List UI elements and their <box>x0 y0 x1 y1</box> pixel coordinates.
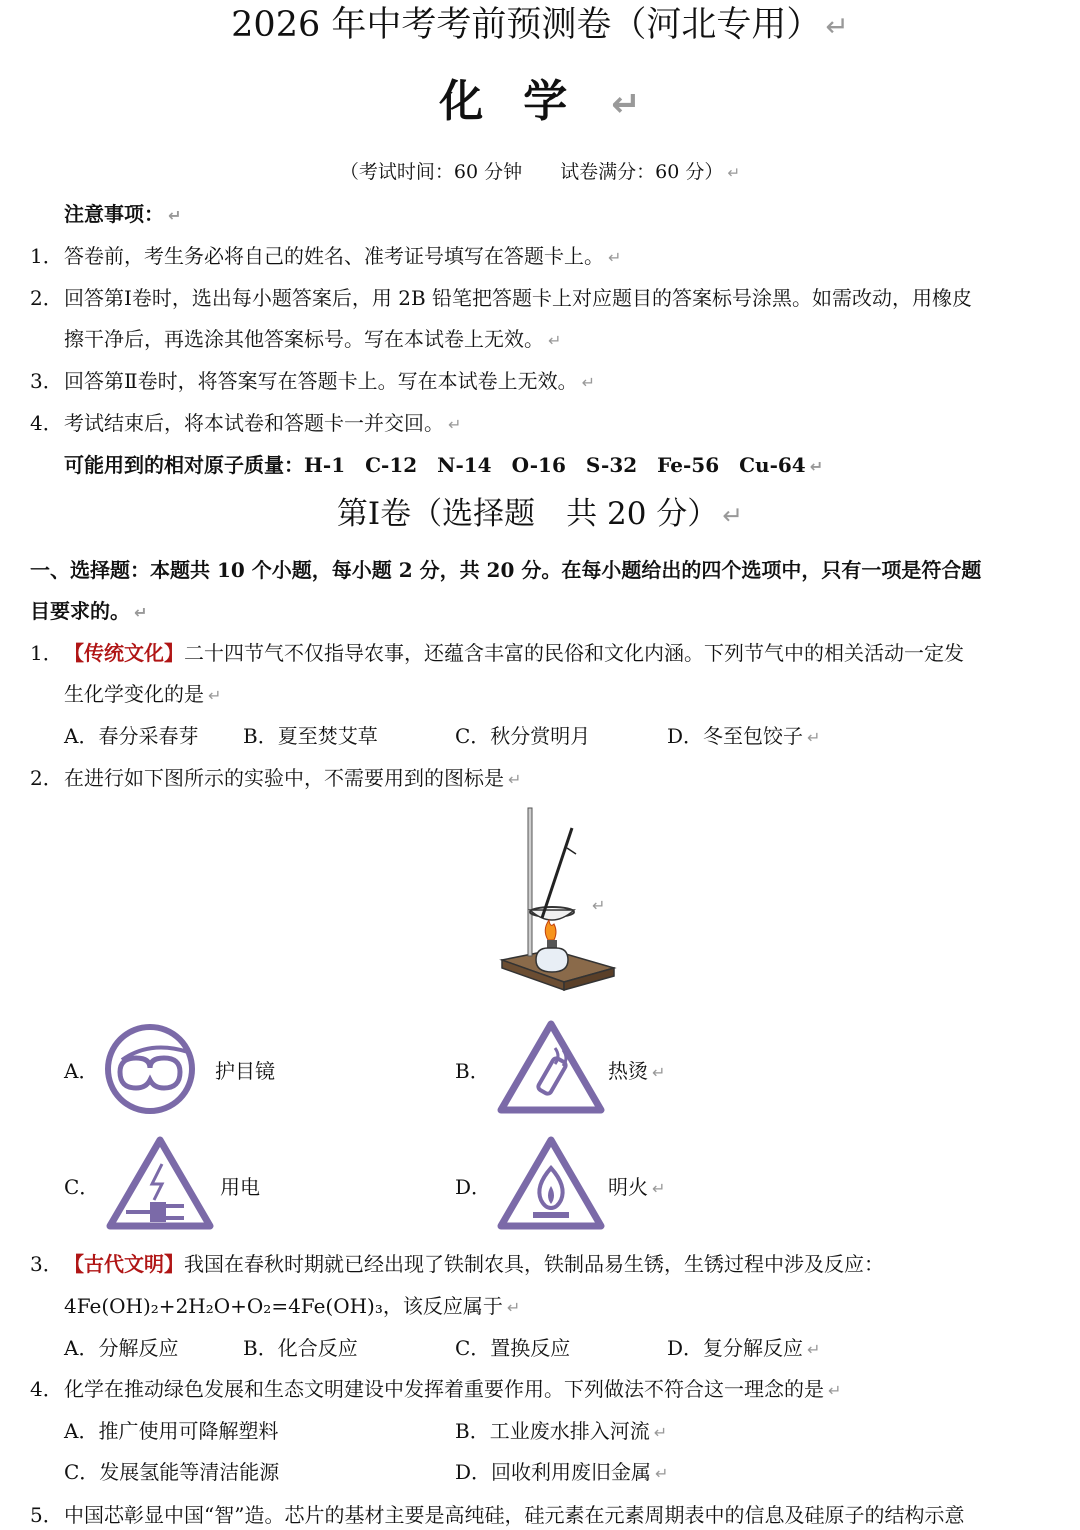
note-number: 4． <box>30 411 63 435</box>
option-b-label: 热烫 ↵ <box>608 1059 666 1083</box>
notes-heading: 注意事项： ↵ <box>64 202 182 226</box>
question-text: 中国芯彰显中国“智”造。芯片的基材主要是高纯硅，硅元素在元素周期表中的信息及硅原子的结构示意 <box>64 1503 965 1527</box>
question-number: 4． <box>30 1377 63 1401</box>
paper-title: 2026 年中考考前预测卷（河北专用） ↵ <box>231 5 849 45</box>
question-text: 化学在推动绿色发展和生态文明建设中发挥着重要作用。下列做法不符合这一理念的是 ↵ <box>64 1377 842 1401</box>
question-number: 2． <box>30 766 63 790</box>
question-number: 5． <box>30 1503 63 1527</box>
option-b[interactable]: B．化合反应 <box>243 1336 358 1360</box>
option-b[interactable]: B．工业废水排入河流 ↵ <box>455 1419 668 1443</box>
goggles-icon <box>102 1022 198 1116</box>
section-title: 第Ⅰ卷（选择题 共 20 分） ↵ <box>336 496 744 532</box>
option-d[interactable]: D．回收利用废旧金属 ↵ <box>455 1460 669 1484</box>
option-d[interactable]: D．复分解反应 ↵ <box>667 1336 821 1360</box>
note-number: 3． <box>30 369 63 393</box>
option-c[interactable]: C．发展氢能等清洁能源 <box>64 1460 280 1484</box>
option-c[interactable]: C．置换反应 <box>455 1336 571 1360</box>
option-a[interactable]: A．推广使用可降解塑料 <box>64 1419 279 1443</box>
atomic-mass: 可能用到的相对原子质量：H-1 C-12 N-14 O-16 S-32 Fe-56 Cu-64 ↵ <box>64 453 824 477</box>
question-text-continued: 生化学变化的是 ↵ <box>64 682 222 706</box>
note-text: 考试结束后，将本试卷和答题卡一并交回。 ↵ <box>64 411 462 435</box>
option-a[interactable]: A．分解反应 <box>64 1336 179 1360</box>
option-d-letter[interactable]: D． <box>455 1175 492 1199</box>
section-instruction: 一、选择题：本题共 10 个小题，每小题 2 分，共 20 分。在每小题给出的四个选项中，只有一项是符合题 <box>30 558 982 582</box>
option-c[interactable]: C．秋分赏明月 <box>455 724 591 748</box>
note-text: 答卷前，考生务必将自己的姓名、准考证号填写在答题卡上。 ↵ <box>64 244 622 268</box>
note-text: 回答第Ⅱ卷时，将答案写在答题卡上。写在本试卷上无效。 ↵ <box>64 369 595 393</box>
question-text: 在进行如下图所示的实验中，不需要用到的图标是 ↵ <box>64 766 522 790</box>
subject-title: 化学 ↵ <box>439 76 641 127</box>
question-text: 【传统文化】二十四节气不仅指导农事，还蕴含丰富的民俗和文化内涵。下列节气中的相关活动一定发 <box>64 641 964 665</box>
option-d[interactable]: D．冬至包饺子 ↵ <box>667 724 821 748</box>
option-b[interactable]: B．夏至焚艾草 <box>243 724 378 748</box>
open-flame-icon <box>495 1134 607 1234</box>
question-text: 【古代文明】我国在春秋时期就已经出现了铁制农具，铁制品易生锈，生锈过程中涉及反应： <box>64 1252 884 1276</box>
section-instruction-continued: 目要求的。 ↵ <box>30 599 148 623</box>
option-a-letter[interactable]: A． <box>64 1059 99 1083</box>
option-c-letter[interactable]: C． <box>64 1175 100 1199</box>
electricity-icon <box>104 1134 216 1234</box>
note-number: 1． <box>30 244 63 268</box>
option-d-label: 明火 ↵ <box>608 1175 666 1199</box>
note-number: 2． <box>30 286 63 310</box>
note-text-continued: 擦干净后，再选涂其他答案标号。写在本试卷上无效。 ↵ <box>64 327 562 351</box>
option-a[interactable]: A．春分采春芽 <box>64 724 199 748</box>
question-tag: 【传统文化】 <box>64 641 184 665</box>
question-tag: 【古代文明】 <box>64 1252 184 1276</box>
note-text: 回答第Ⅰ卷时，选出每小题答案后，用 2B 铅笔把答题卡上对应题目的答案标号涂黑。如需改动，用橡皮 <box>64 286 973 310</box>
question-number: 3． <box>30 1252 63 1276</box>
exam-info: （考试时间：60 分钟 试卷满分：60 分） ↵ <box>339 161 741 183</box>
option-c-label: 用电 <box>220 1175 260 1199</box>
hot-surface-icon <box>495 1018 607 1118</box>
question-number: 1． <box>30 641 63 665</box>
figure-return-mark: ↵ <box>592 896 606 915</box>
reaction-equation: 4Fe(OH)₂+2H₂O+O₂=4Fe(OH)₃，该反应属于 ↵ <box>64 1294 521 1318</box>
option-a-label: 护目镜 <box>215 1059 275 1083</box>
option-b-letter[interactable]: B． <box>455 1059 490 1083</box>
